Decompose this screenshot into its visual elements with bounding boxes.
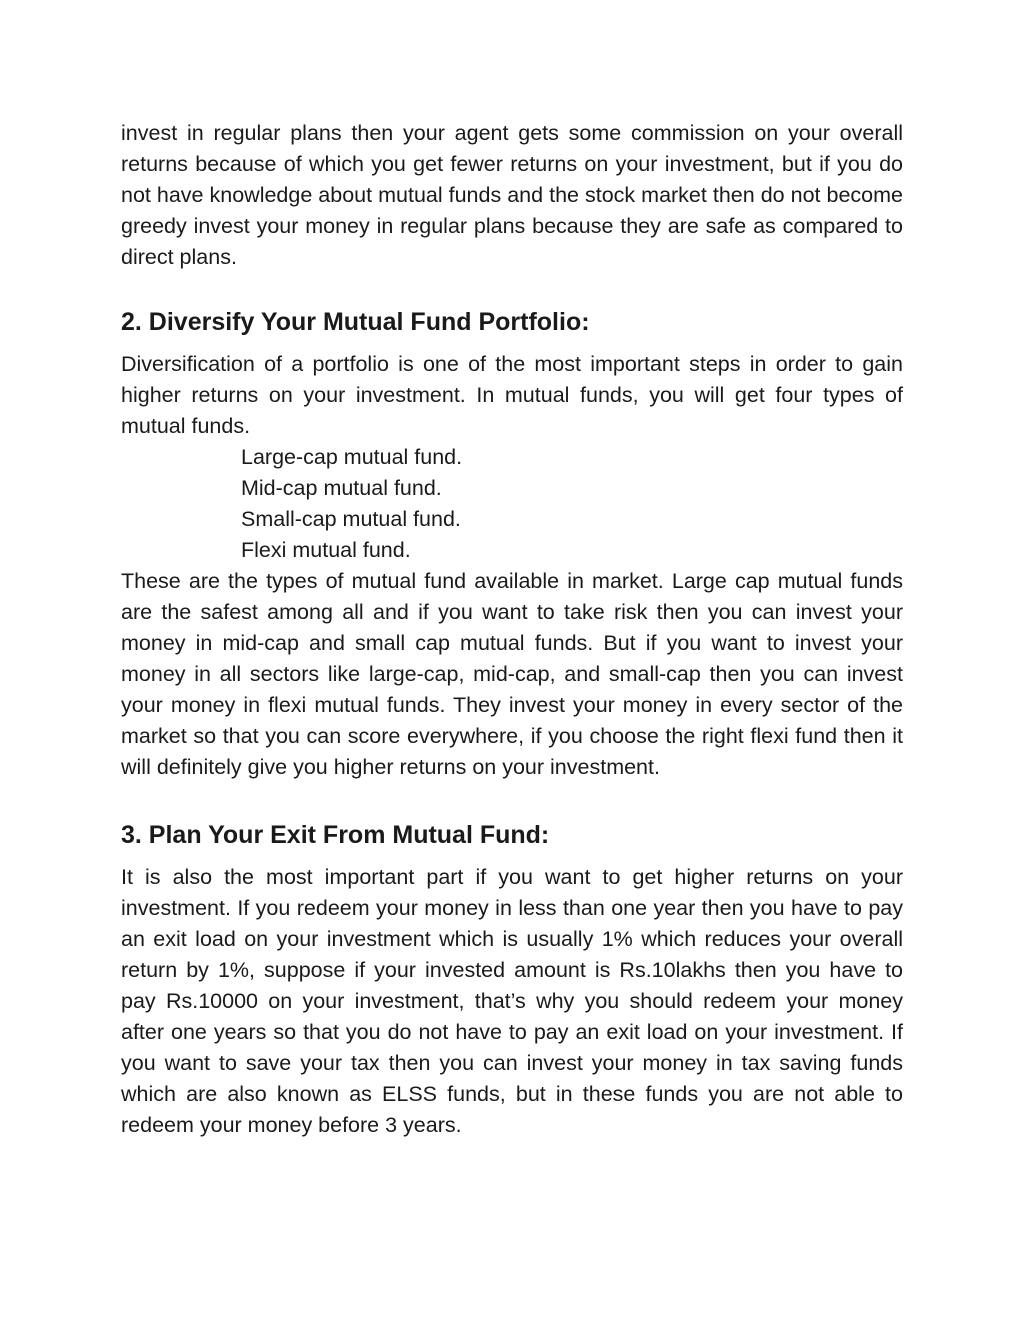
section-3-paragraph: It is also the most important part if you want to get higher returns on your investment. If you redeem your money in less than one year then you have to pay an exit load on your investment which is usually 1% which reduces your overall return by 1%, suppose if your invested amount is Rs.10lakhs then you have to pay Rs.10000 on your investment, that’s why you should redeem your money after one years so that you do not have to pay an exit load on your investment. If you want to save your tax then you can invest your money in tax saving funds which are also known as ELSS funds, but in these funds you are not able to redeem your money before 3 years.: [121, 865, 903, 1137]
list-item: Large-cap mutual fund.: [241, 445, 463, 469]
list-item: Flexi mutual fund.: [241, 538, 411, 562]
intro-paragraph: invest in regular plans then your agent gets some commission on your overall returns because of which you get fewer returns on your investment, but if you do not have knowledge about mutual funds and the stock market then do not become greedy invest your money in regular plans because they are safe as compared to direct plans.: [121, 121, 903, 269]
section-2-paragraph-2: These are the types of mutual fund available in market. Large cap mutual funds are the safest among all and if you want to take risk then you can invest your money in mid-cap and small cap mutual funds. But if you want to invest your money in all sectors like large-cap, mid-cap, and small-cap then you can invest your money in flexi mutual funds. They invest your money in every sector of the market so that you can score everywhere, if you choose the right flexi fund then it will definitely give you higher returns on your investment.: [121, 569, 903, 779]
list-item: Mid-cap mutual fund.: [241, 476, 442, 500]
fund-types-list: [121, 442, 903, 566]
section-3-heading: 3. Plan Your Exit From Mutual Fund:: [121, 821, 550, 849]
list-item: Small-cap mutual fund.: [241, 507, 461, 531]
section-2-heading: 2. Diversify Your Mutual Fund Portfolio:: [121, 308, 590, 336]
section-2-paragraph-1: Diversification of a portfolio is one of the most important steps in order to gain higher returns on your investment. In mutual funds, you will get four types of mutual funds.: [121, 352, 903, 438]
document-page: [121, 118, 903, 1141]
